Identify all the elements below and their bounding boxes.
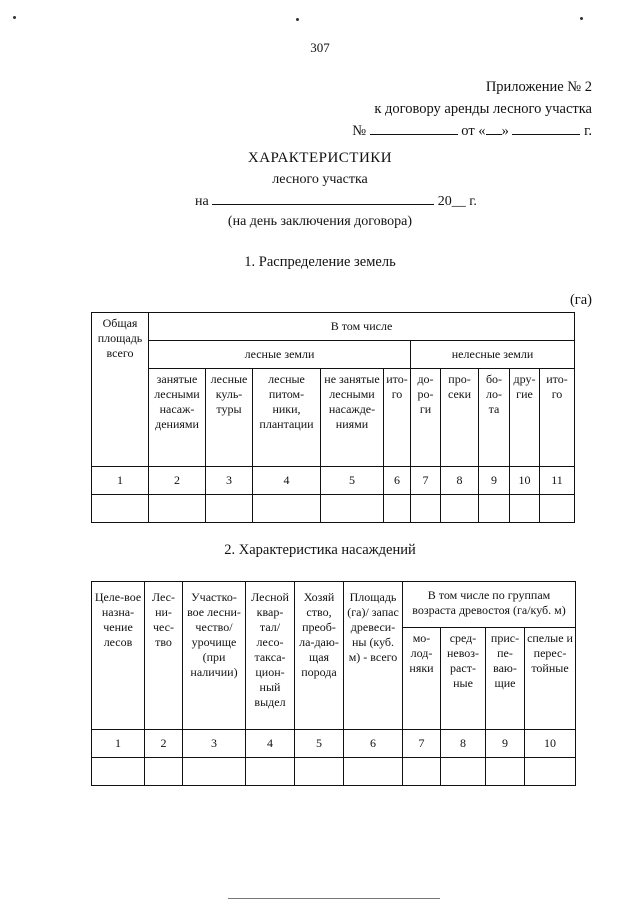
scan-edge-line (228, 898, 440, 899)
column-number: 4 (246, 730, 295, 758)
col-district-header: Участко-вое лесни-чество/ урочище (при наличии) (183, 582, 246, 730)
col-8-header: про-секи (441, 369, 479, 467)
column-numbers-row (92, 730, 576, 758)
doc-subtitle: лесного участка (272, 172, 368, 187)
col-9-header: бо-ло-та (479, 369, 510, 467)
col-10-header: дру-гие (510, 369, 540, 467)
column-number: 7 (403, 730, 441, 758)
column-number: 1 (92, 467, 149, 495)
annex-line1: Приложение № 2 (485, 79, 592, 95)
date-line (195, 192, 477, 210)
column-number: 11 (540, 467, 575, 495)
nonforest-lands-header: нелесные земли (411, 341, 575, 369)
col-total-header: Общая площадь всего (92, 313, 149, 467)
annex-num-sign: № (352, 123, 367, 139)
column-number: 2 (149, 467, 206, 495)
annex-month-blank (512, 122, 580, 135)
annex-day-blank (486, 122, 502, 135)
section1-title: 1. Распределение земель (244, 254, 396, 270)
scan-speck (13, 16, 16, 19)
annex-year-suffix: г. (584, 123, 592, 139)
column-number: 9 (486, 730, 525, 758)
annex-line3 (352, 120, 592, 142)
column-number: 10 (525, 730, 576, 758)
annex-line2: к договору аренды лесного участка (374, 101, 592, 117)
column-number: 4 (253, 467, 321, 495)
col-3-header: лесные куль-туры (206, 369, 253, 467)
column-numbers-row (92, 467, 575, 495)
col-young-header: мо-лод-няки (403, 628, 441, 730)
column-number: 6 (344, 730, 403, 758)
annex-quote-close: » (501, 123, 509, 139)
column-number: 9 (479, 467, 510, 495)
column-number: 8 (441, 730, 486, 758)
col-4-header: лесные питом-ники, плантации (253, 369, 321, 467)
column-number: 5 (321, 467, 384, 495)
col-2-header: занятые лесными насаж-дениями (149, 369, 206, 467)
column-number: 3 (183, 730, 246, 758)
scan-speck (296, 18, 299, 21)
col-6-header: ито-го (384, 369, 411, 467)
unit-label: (га) (569, 292, 592, 308)
col-species-header: Хозяй ство, преоб-ла-даю-щая порода (295, 582, 344, 730)
annex-from: от « (461, 123, 486, 139)
date-na: на (195, 194, 209, 209)
scan-speck (580, 17, 583, 20)
col-including-header: В том числе (149, 313, 575, 341)
col-11-header: ито-го (540, 369, 575, 467)
col-middle-age-header: сред-невоз-раст-ные (441, 628, 486, 730)
col-area-header: Площадь (га)/ запас древеси-ны (куб. м) - всего (344, 582, 403, 730)
annex-number-blank (370, 122, 458, 135)
date-year: 20__ г. (437, 194, 477, 209)
col-mature-header: спелые и перес-тойные (525, 628, 576, 730)
column-number: 3 (206, 467, 253, 495)
date-blank (212, 192, 434, 205)
column-number: 7 (411, 467, 441, 495)
page-number: 307 (310, 40, 330, 55)
col-quarter-header: Лесной квар-тал/ лесо-такса-цион-ный выдел (246, 582, 295, 730)
empty-data-row (92, 495, 575, 523)
land-distribution-table (91, 312, 575, 523)
column-number: 1 (92, 730, 145, 758)
stands-characteristics-table (91, 581, 576, 786)
empty-data-row (92, 758, 576, 786)
column-number: 8 (441, 467, 479, 495)
col-5-header: не занятые лесными насажде-ниями (321, 369, 384, 467)
doc-title: ХАРАКТЕРИСТИКИ (247, 150, 393, 166)
annex-block (352, 76, 592, 142)
column-number: 6 (384, 467, 411, 495)
date-note: (на день заключения договора) (227, 214, 413, 229)
column-number: 10 (510, 467, 540, 495)
column-number: 5 (295, 730, 344, 758)
col-7-header: до-ро-ги (411, 369, 441, 467)
age-groups-header: В том числе по группам возраста древостоя (га/куб. м) (403, 582, 576, 628)
col-maturing-header: прис-пе-ваю-щие (486, 628, 525, 730)
forest-lands-header: лесные земли (149, 341, 411, 369)
col-forestry-header: Лес-ни-чес-тво (145, 582, 183, 730)
column-number: 2 (145, 730, 183, 758)
col-purpose-header: Целе-вое назна-чение лесов (92, 582, 145, 730)
section2-title: 2. Характеристика насаждений (224, 542, 416, 558)
